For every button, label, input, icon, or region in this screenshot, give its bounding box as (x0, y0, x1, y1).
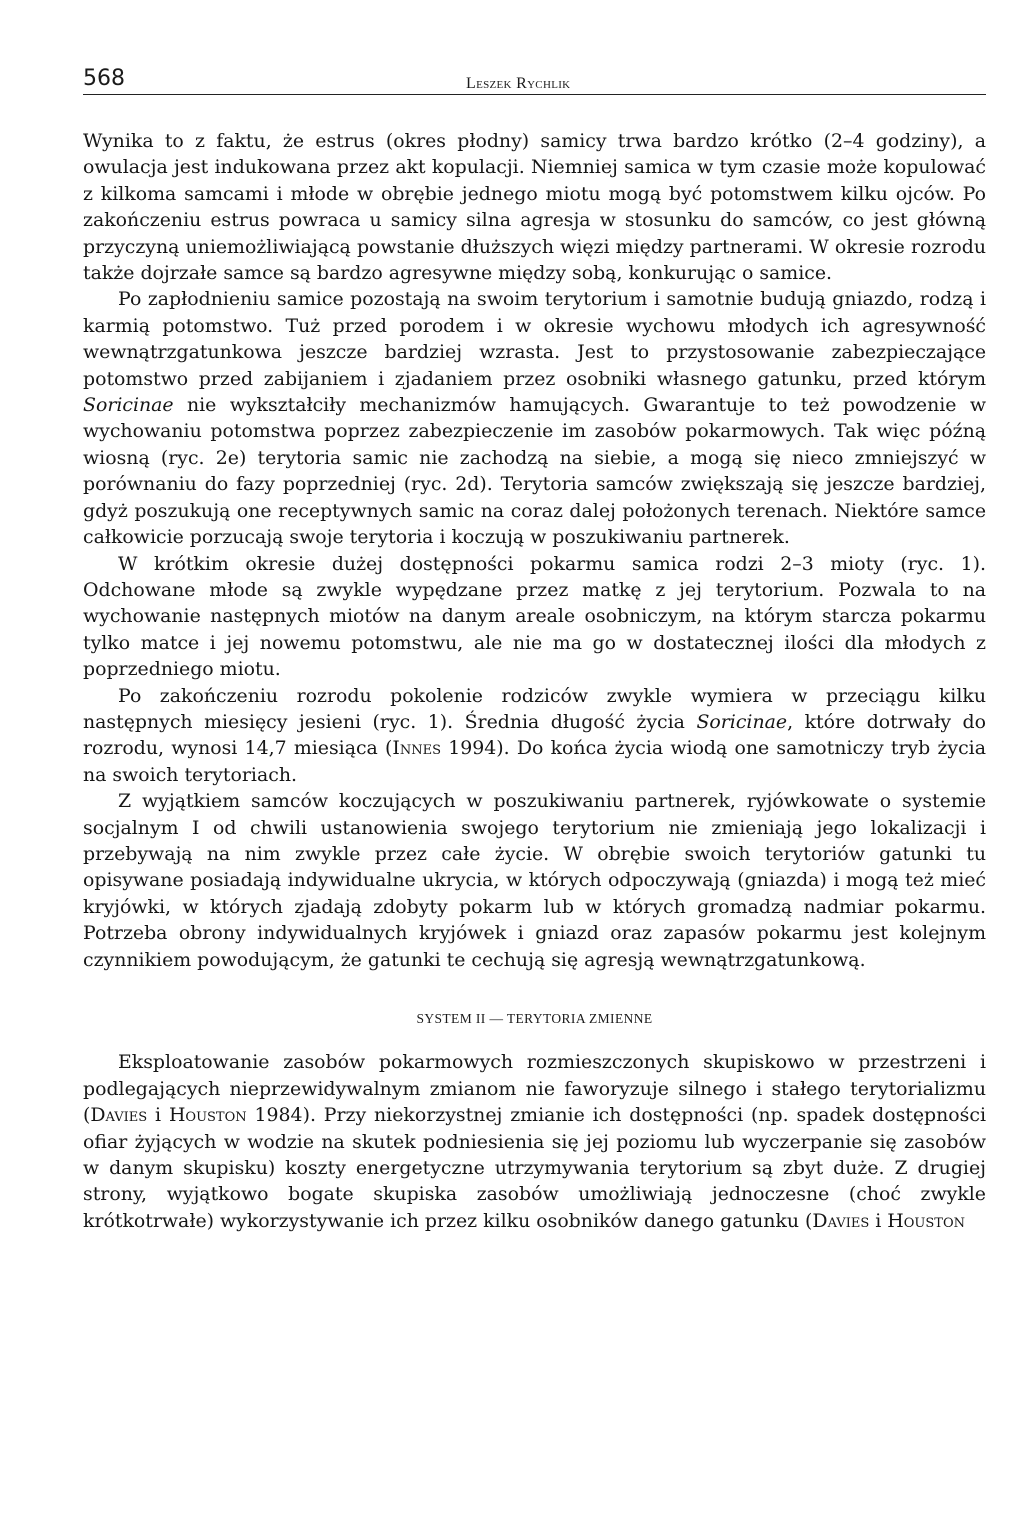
author-citation: Houston (168, 1104, 247, 1127)
author-citation: Davies (90, 1104, 148, 1127)
text-run: i (869, 1209, 888, 1232)
paragraph (83, 683, 986, 789)
text-run: Po zapłodnieniu samice pozostają na swoim terytorium i samotnie budują gniazdo, rodzą i karmią potomstwo. Tuż przed porodem i w okresie wychowu młodych ich agresywność wewnątrzgatunkowa jeszcze bardziej wzrasta. Jest to przystosowanie zabezpieczające potomstwo przed zabijaniem i zjadaniem przez osobniki własnego gatunku, przed którym (83, 288, 986, 390)
text-run: nie wykształciły mechanizmów hamujących. Gwarantuje to też powodzenie w wychowaniu potomstwa poprzez zabezpieczenie im zasobów pokarmowych. Tak więc późną wiosną (ryc. 2e) terytoria samic nie zachodzą na siebie, a mogą się nieco zmniejszyć w porównaniu do fazy poprzedniej (ryc. 2d). Terytoria samców zwiększają się jeszcze bardziej, gdyż poszukują one receptywnych samic na coraz dalej położonych terenach. Niektóre samce całkowicie porzucają swoje terytoria i koczują w poszukiwaniu partnerek. (83, 394, 986, 549)
text-run: Eksploatowanie zasobów pokarmowych rozmieszczonych skupiskowo w przestrzeni i podlegających nieprzewidywalnym zmianom nie faworyzuje silnego i stałego terytorializmu ( (83, 1051, 986, 1127)
paragraph (83, 286, 986, 550)
text-run: Z wyjątkiem samców koczujących w poszukiwaniu partnerek, ryjówkowate o systemie socjalnym I od chwili ustanowienia swojego terytorium nie zmieniają jego lokalizacji i przebywają na nim zwykle przez całe życie. W obrębie swoich terytoriów gatunki tu opisywane posiadają indywidualne ukrycia, w których odpoczywają (gniazda) i mogą też mieć kryjówki, w których zjadają zdobyty pokarm lub w których gromadzą nadmiar pokarmu. Potrzeba obrony indywidualnych kryjówek i gniazd oraz zapasów pokarmu jest kolejnym czynnikiem powodującym, że gatunki te cechują się agresją wewnątrzgatunkową. (83, 790, 986, 971)
text-run: i (147, 1104, 169, 1127)
text-run: 1994). Do końca życia wiodą one samotniczy tryb życia na swoich terytoriach. (83, 737, 986, 786)
text-run: W krótkim okresie dużej dostępności pokarmu samica rodzi 2–3 mioty (ryc. 1). Odchowane młode są zwykle wypędzane przez matkę z jej terytorium. Pozwala to na wychowanie następnych miotów na danym areale osobniczym, na którym starcza pokarmu tylko matce i jej nowemu potomstwu, ale nie ma go w dostatecznej ilości dla młodych z poprzedniego miotu. (83, 552, 986, 681)
author-citation: Houston (887, 1209, 965, 1232)
text-run: Po zakończeniu rozrodu pokolenie rodziców zwykle wymiera w przeciągu kilku następnych miesięcy jesieni (ryc. 1). Średnia długość życia (83, 684, 986, 733)
section-paragraphs (83, 1049, 986, 1234)
running-head: Leszek Rychlik (466, 75, 571, 92)
author-citation: Davies (812, 1209, 870, 1232)
paragraph (83, 128, 986, 286)
italic-taxon: Soricinae (83, 394, 174, 417)
paragraph (83, 1049, 986, 1234)
body-text (83, 128, 986, 1234)
page-header (83, 68, 986, 95)
italic-taxon: Soricinae (696, 710, 788, 733)
text-run: Wynika to z faktu, że estrus (okres płodny) samicy trwa bardzo krótko (2–4 godziny), a owulacja jest indukowana przez akt kopulacji. Niemniej samica w tym czasie może kopulować z kilkoma samcami i młode w obrębie jednego miotu mogą być potomstwem kilku ojców. Po zakończeniu estrus powraca u samicy silna agresja w stosunku do samców, co jest główną przyczyną uniemożliwiającą powstanie dłuższych więzi między partnerami. W okresie rozrodu także dojrzałe samce są bardzo agresywne między sobą, konkurując o samice. (83, 130, 986, 285)
text-run: 1984). Przy niekorzystnej zmianie ich dostępności (np. spadek dostępności ofiar żyjących w wodzie na skutek podniesienia się jej poziomu lub wyczerpanie się zasobów w danym skupisku) koszty energetyczne utrzymywania terytorium są zbyt duże. Z drugiej strony, wyjątkowo bogate skupiska zasobów umożliwiają jednoczesne (choć zwykle krótkotrwałe) wykorzystywanie ich przez kilku osobników danego gatunku ( (83, 1104, 986, 1232)
paragraph (83, 551, 986, 683)
text-run: , które dotrwały do rozrodu, wynosi 14,7 miesiąca ( (83, 710, 986, 760)
paragraph (83, 788, 986, 973)
main-paragraphs (83, 128, 986, 973)
page-number: 568 (83, 66, 125, 91)
author-citation: Innes (392, 737, 441, 760)
section-heading: SYSTEM II — TERYTORIA ZMIENNE (416, 1011, 653, 1026)
